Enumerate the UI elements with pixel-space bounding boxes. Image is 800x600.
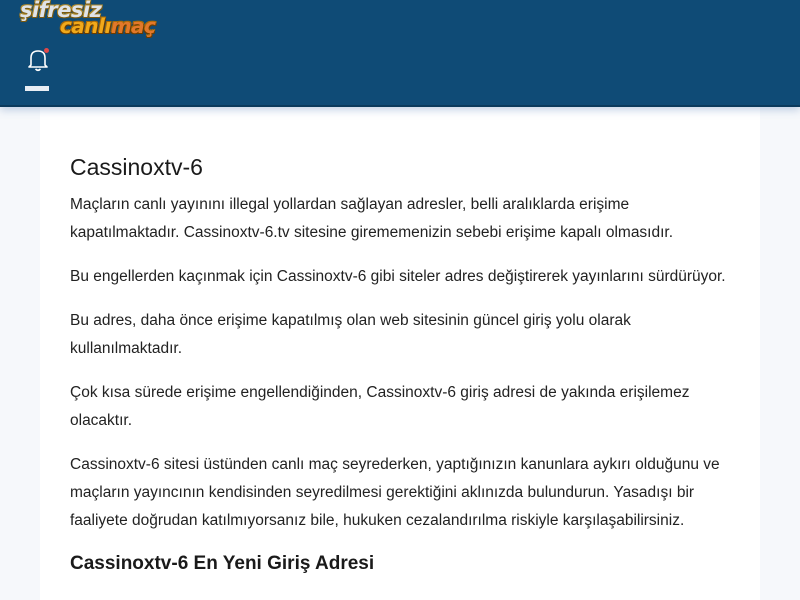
logo-text-top: şifresiz (20, 0, 102, 22)
article-paragraph: Bu engellerden kaçınmak için Cassinoxtv-6 gibi siteler adres değiştirerek yayınlarını sürdürüyor. (70, 268, 726, 285)
article-paragraph: Maçların canlı yayınını illegal yollardan sağlayan adresler, belli aralıklarda erişime kapatılmaktadır. Cassinoxtv-6.tv sitesine girememenizin sebebi erişime kapalı olmasıdır. (70, 196, 674, 241)
notification-dot (44, 48, 49, 53)
site-logo[interactable] (20, 0, 166, 40)
hamburger-menu-icon[interactable] (25, 86, 49, 91)
section-heading: Cassinoxtv-6 En Yeni Giriş Adresi (70, 553, 375, 574)
article-content (70, 153, 735, 577)
logo-text-bottom (60, 14, 156, 38)
article-paragraph: Çok kısa sürede erişime engellendiğinden, Cassinoxtv-6 giriş adresi de yakında erişilemez olacaktır. (70, 384, 690, 429)
notification-button[interactable] (27, 48, 49, 72)
article-paragraph: Bu adres, daha önce erişime kapatılmış olan web sitesinin güncel giriş yolu olarak kullanılmaktadır. (70, 312, 631, 357)
logo-text-mac: maç (110, 14, 156, 38)
site-header (0, 0, 800, 107)
logo-text-canli: canlı (60, 14, 111, 38)
article-card (40, 107, 760, 600)
article-paragraph: Cassinoxtv-6 sitesi üstünden canlı maç seyrederken, yaptığınızın kanunlara aykırı olduğunu ve maçların yayıncının kendisinden seyredilmesi gerektiğini aklınızda bulundurun. Yasadışı bir faaliyete doğrudan katılmıyorsanız bile, hukuken cezalandırılma riskiyle karşılaşabilirsiniz. (70, 456, 720, 529)
page-title: Cassinoxtv-6 (70, 154, 203, 180)
